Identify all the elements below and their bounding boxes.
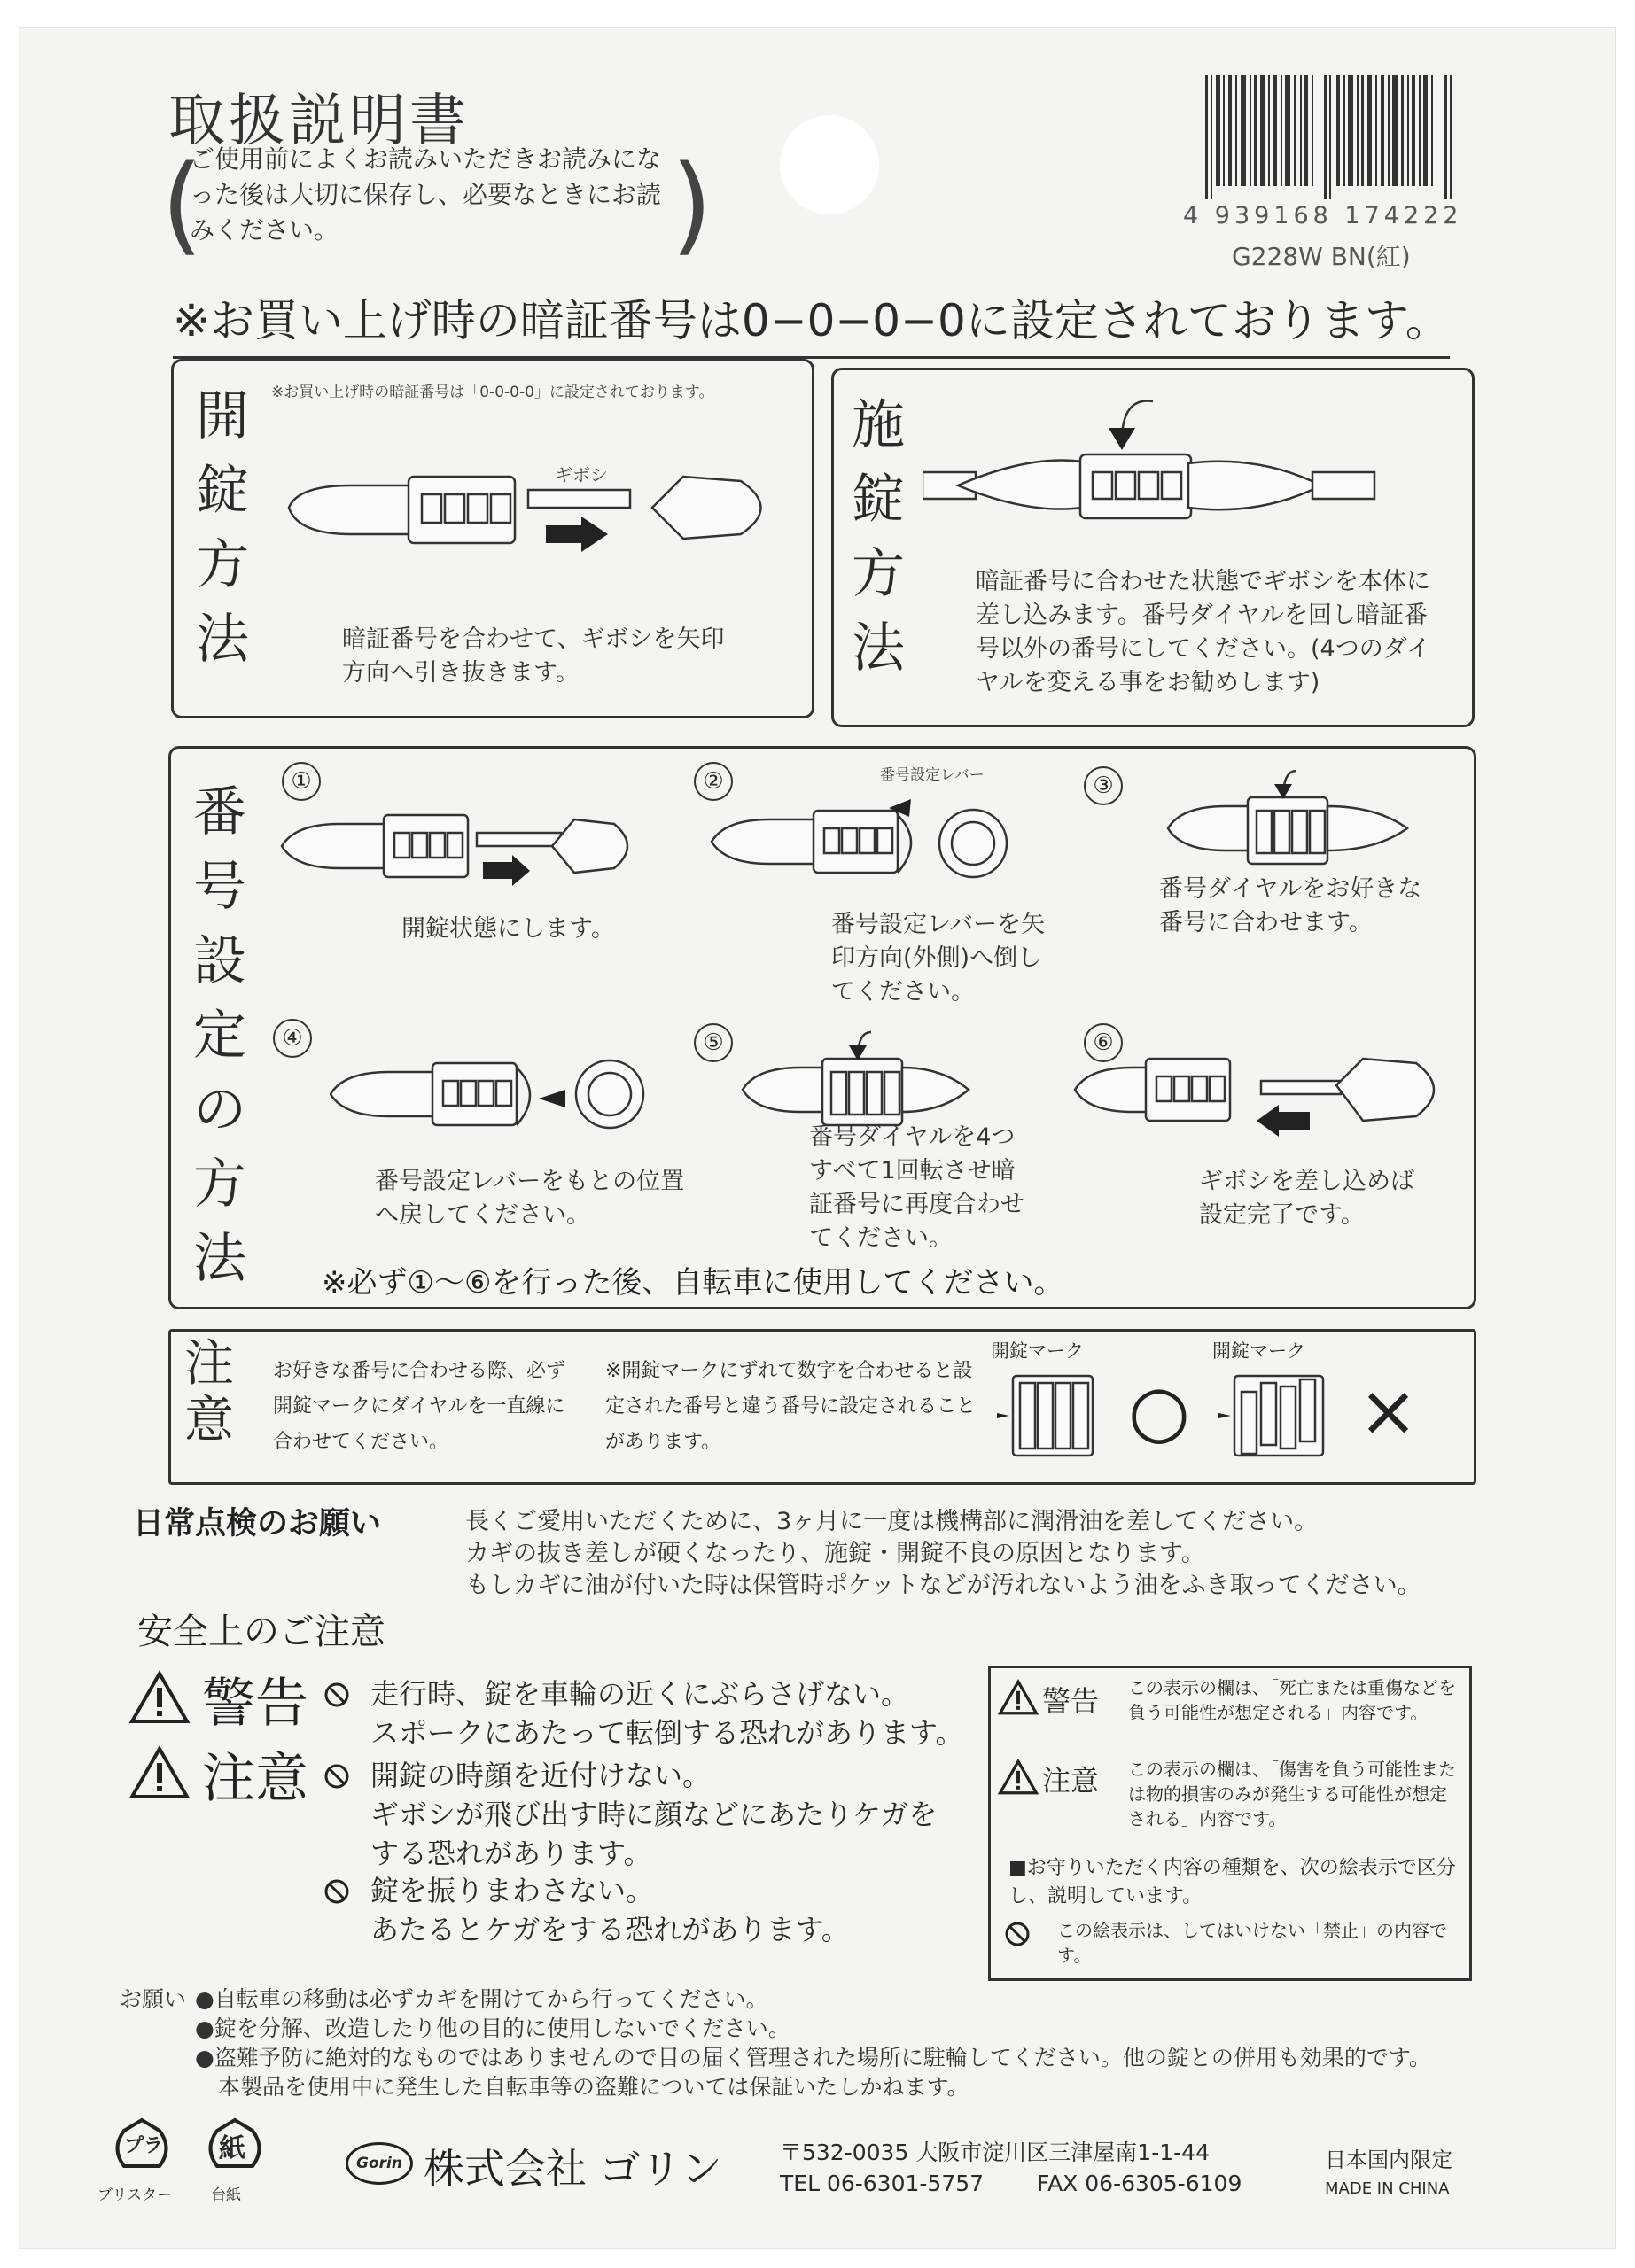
unlock-small-note: ※お買い上げ時の暗証番号は「0-0-0-0」に設定されております。: [271, 384, 714, 401]
legend-classify-text: ■お守りいただく内容の種類を、次の絵表示で区分し、説明しています。: [1008, 1857, 1456, 1907]
step-6-text: ギボシを差し込めば設定完了です。: [1199, 1168, 1414, 1229]
legend-prohibit-text: この絵表示は、してはいけない「禁止」の内容です。: [1057, 1920, 1447, 1966]
requests-label: お願い: [120, 1986, 187, 2012]
number-setting-box: [168, 746, 1476, 1309]
step-3-number: ③: [1084, 766, 1123, 805]
safety-title: 安全上のご注意: [137, 1612, 385, 1652]
caution-text-2: ※開錠マークにずれて数字を合わせると設定された番号と違う番号に設定されることがあります。: [605, 1360, 977, 1453]
step-6-illustration: [1071, 1045, 1460, 1152]
pin-label: ギボシ: [555, 464, 608, 485]
requests-list: ●自転車の移動は必ずカギを開けてから行ってください。 ●錠を分解、改造したり他の目的に使用しないでください。 ●盗難予防に絶対的なものではありませんので目の届く管理された場所に駐輪してください。他の錠との併用も効果的です。 本製品を使用中に発生した自転車等の盗難については保証いたしかねます。: [195, 1986, 1431, 2100]
step-3-text: 番号ダイヤルをお好きな番号に合わせます。: [1159, 875, 1422, 936]
lock-illustration: [923, 392, 1454, 525]
step-4-number: ④: [273, 1019, 312, 1058]
caution-triangle-icon: [128, 1745, 191, 1800]
lever-label: 番号設定レバー: [880, 766, 985, 784]
unlock-illustration: [280, 459, 794, 574]
safety-item-2: 開錠の時顔を近付けない。 ギボシが飛び出す時に顔などにあたりケガを する恐れがあります。: [370, 1759, 938, 1870]
legend-warning-word: 警告: [1042, 1684, 1100, 1718]
unlock-title: 開錠方法: [196, 385, 249, 671]
warning-triangle-icon: [128, 1670, 191, 1725]
setting-footer: ※必ず①〜⑥を行った後、自転車に使用してください。: [322, 1265, 1064, 1301]
barcode-number: 4 939168 174222: [1183, 202, 1463, 229]
lock-title: 施錠方法: [852, 394, 905, 680]
daily-inspection-title: 日常点検のお願い: [133, 1506, 382, 1542]
company-fax: FAX 06-6305-6109: [1037, 2171, 1242, 2196]
caution-title: 注意: [184, 1335, 234, 1449]
step-2-text: 番号設定レバーを矢印方向(外側)へ倒してください。: [831, 911, 1046, 1006]
page-title: 取扱説明書: [168, 89, 470, 154]
lock-method-box: [831, 368, 1475, 727]
step-6-number: ⑥: [1084, 1023, 1123, 1062]
symbol-legend-box: [988, 1666, 1472, 1981]
mark-label-good: 開錠マーク: [991, 1340, 1084, 1362]
good-mark: ○: [1128, 1370, 1190, 1452]
barcode: [1205, 75, 1453, 199]
lock-text: 暗証番号に合わせた状態でギボシを本体に差し込みます。番号ダイヤルを回し暗証番号以外の番号にしてください。(4つのダイヤルを変える事をお勧めします): [976, 568, 1431, 696]
step-5-text: 番号ダイヤルを4つすべて1回転させ暗証番号に再度合わせてください。: [809, 1123, 1024, 1252]
step-5-number: ⑤: [694, 1023, 733, 1062]
step-2-number: ②: [694, 762, 733, 801]
step-4-text: 番号設定レバーをもとの位置へ戻してください。: [375, 1168, 685, 1229]
caution-triangle-icon: [998, 1759, 1039, 1796]
mark-label-bad: 開錠マーク: [1212, 1340, 1305, 1362]
domestic-only: 日本国内限定: [1325, 2148, 1452, 2172]
warning-word: 警告: [202, 1673, 308, 1735]
prohibition-icon: [323, 1682, 350, 1708]
plastic-label: ブリスター: [97, 2186, 172, 2204]
bad-dial-illustration: [1217, 1367, 1332, 1464]
paper-label: 台紙: [211, 2186, 241, 2204]
good-dial-illustration: [995, 1367, 1102, 1464]
plastic-mark-text: プラ: [124, 2135, 164, 2157]
legend-caution-word: 注意: [1042, 1764, 1100, 1798]
step-1-illustration: [277, 802, 632, 899]
company-name: 株式会社 ゴリン: [424, 2145, 722, 2193]
legend-warning-text: この表示の欄は、「死亡または重傷などを負う可能性が想定される」内容です。: [1128, 1677, 1456, 1723]
unlock-method-box: [171, 359, 814, 718]
hang-hole: [780, 115, 879, 214]
legend-caution-text: この表示の欄は、「傷害を負う可能性または物的損害のみが発生する可能性が想定される」内容です。: [1128, 1759, 1456, 1829]
step-3-illustration: [1164, 762, 1456, 886]
step-4-illustration: [326, 1050, 681, 1147]
step-1-text: 開錠状態にします。: [401, 915, 615, 943]
prohibition-icon: [323, 1878, 350, 1905]
caution-word: 注意: [202, 1748, 308, 1810]
warning-triangle-icon: [998, 1679, 1039, 1716]
daily-inspection-text: 長くご愛用いただくために、3ヶ月に一度は機構部に潤滑油を差してください。 カギの抜き差しが硬くなったり、施錠・開錠不良の原因となります。 もしカギに油が付いた時は保管時ポケットなどが汚れないよう油をふき取ってください。: [465, 1508, 1421, 1599]
step-2-illustration: [707, 797, 1062, 895]
caution-box: [168, 1329, 1476, 1485]
caution-text-1: お好きな番号に合わせる際、必ず開錠マークにダイヤルを一直線に合わせてください。: [273, 1360, 566, 1453]
paper-mark-text: 紙: [219, 2133, 245, 2164]
bad-mark: ×: [1359, 1370, 1419, 1452]
company-tel: TEL 06-6301-5757: [780, 2171, 985, 2196]
company-logo: Gorin: [346, 2142, 413, 2185]
made-in: MADE IN CHINA: [1325, 2179, 1450, 2198]
step-1-number: ①: [282, 762, 321, 801]
company-address: 〒532-0035 大阪市淀川区三津屋南1-1-44: [780, 2140, 1210, 2165]
unlock-text: 暗証番号を合わせて、ギボシを矢印方向へ引き抜きます。: [342, 625, 725, 687]
model-number: G228W BN(紅): [1232, 242, 1411, 271]
prohibition-icon: [323, 1763, 350, 1790]
safety-item-3: 錠を振りまわさない。 あたるとケガをする恐れがあります。: [370, 1874, 850, 1946]
prohibition-icon: [1004, 1921, 1031, 1947]
safety-item-1: 走行時、錠を車輪の近くにぶらさげない。 スポークにあたって転倒する恐れがあります。: [370, 1677, 964, 1750]
setting-title: 番号設定の方法: [193, 781, 246, 1290]
usage-note: ( ご使用前によくお読みいただきお読みになった後は大切に保存し、必要なときにお読みください。 ): [161, 144, 712, 267]
default-code-headline: ※お買い上げ時の暗証番号は0−0−0−0に設定されております。: [173, 285, 1450, 359]
